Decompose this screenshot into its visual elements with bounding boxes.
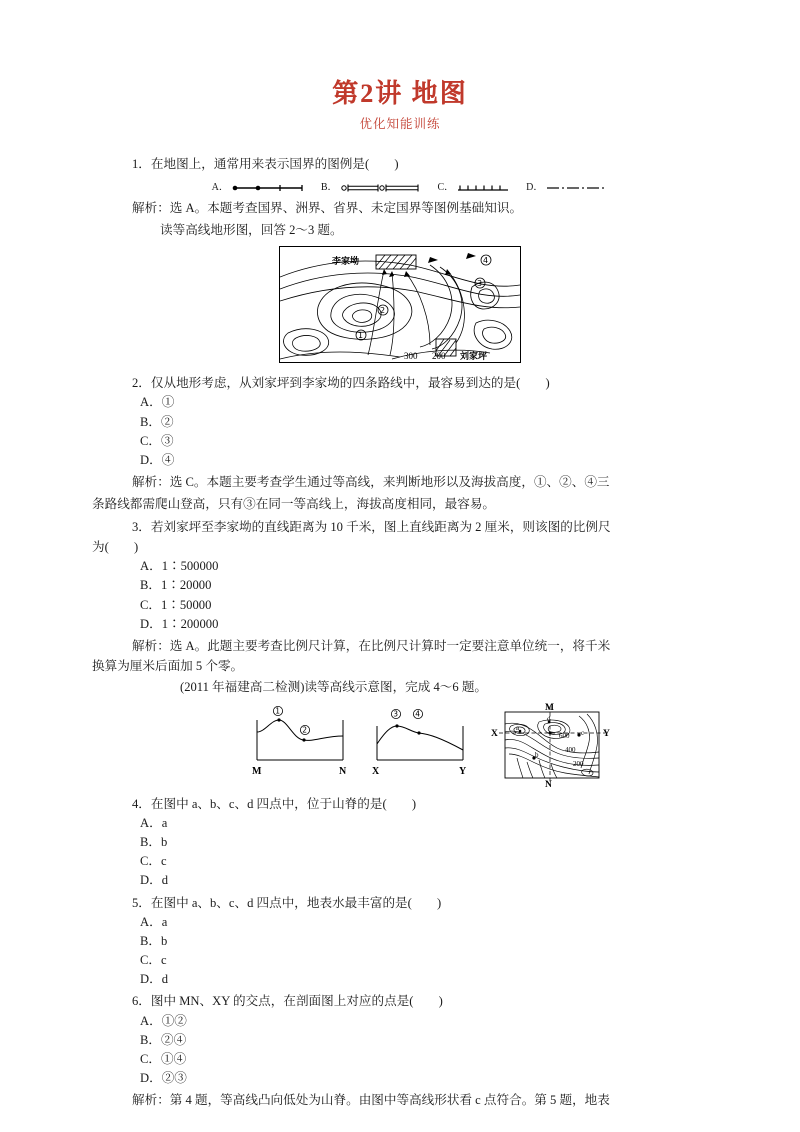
question-4-option-a[interactable]: A．a (140, 815, 168, 830)
question-6-option-c[interactable]: C．①④ (140, 1052, 187, 1067)
profile-xy-point-3: 3 (393, 709, 399, 719)
boundary-dash-dot-line-icon (546, 183, 608, 193)
profile-mn-point-2: 2 (302, 725, 308, 735)
content-body (92, 154, 682, 1110)
profile-mn-point-1: 1 (275, 706, 281, 716)
question-2-explanation-line1: 解析：选 C。本题主要考查学生通过等高线，来判断地形以及海拔高度，①、②、④三 (132, 475, 610, 489)
profile-mn-right-label: N (339, 765, 347, 777)
profile-diagram-XY (367, 702, 473, 778)
lead-in-q2-q3: 读等高线地形图，回答 2～3 题。 (160, 222, 343, 237)
contour-map-point-a: a (516, 723, 520, 732)
question-4-option-b[interactable]: B．b (140, 835, 168, 850)
question-1-explanation: 解析：选 A。本题考查国界、洲界、省界、未定国界等图例基础知识。 (132, 200, 523, 215)
boundary-tick-line-icon (457, 183, 509, 193)
contour-map-lijiaao-liujiaping (279, 246, 521, 363)
question-3-option-d[interactable]: D．1∶200000 (140, 616, 219, 631)
question-6-option-d[interactable]: D．②③ (140, 1071, 187, 1086)
figure1-route-4: 4 (483, 256, 489, 266)
question-2-option-c[interactable]: C．③ (140, 433, 174, 448)
lead-in-q4-q6: (2011 年福建高二检测)读等高线示意图，完成 4～6 题。 (180, 680, 488, 695)
contour-map-point-c: c (581, 728, 585, 737)
question-6-option-b[interactable]: B．②④ (140, 1032, 187, 1047)
question-3-option-c[interactable]: C．1∶50000 (140, 597, 212, 612)
question-2-option-d[interactable]: D．④ (140, 452, 175, 467)
question-4-option-c[interactable]: C．c (140, 854, 167, 869)
profile-diagram-MN (247, 702, 353, 778)
question-5-option-d[interactable]: D．d (140, 972, 168, 987)
figure1-route-2: 2 (380, 306, 386, 316)
profile-xy-right-label: Y (459, 765, 467, 777)
question-4-option-d[interactable]: D．d (140, 873, 168, 888)
question-5-option-c[interactable]: C．c (140, 953, 167, 968)
title-block (0, 78, 800, 132)
contour-map-abcd (487, 702, 613, 788)
contour-map-label-N: N (545, 779, 552, 788)
contour-map-label-Y: Y (603, 728, 610, 739)
question-3-option-a[interactable]: A．1∶500000 (140, 559, 219, 574)
question-3-option-b[interactable]: B．1∶20000 (140, 578, 212, 593)
figure1-label-lijiaao: 李家坳 (332, 256, 360, 267)
contour-map-point-d: d (547, 714, 551, 723)
question-5-option-b[interactable]: B．b (140, 934, 168, 949)
question-1-stem: 1．在地图上，通常用来表示国界的图例是( ) (132, 157, 399, 172)
boundary-dot-dash-line-icon (232, 183, 304, 193)
question-6-option-a[interactable]: A．①② (140, 1013, 187, 1028)
question-3-explanation-line1: 解析：选 A。此题主要考查比例尺计算，在比例尺计算时一定要注意单位统一，将千米 (132, 638, 611, 653)
question-6-explanation-line1: 解析：第 4 题，等高线凸向低处为山脊。由图中等高线形状看 c 点符合。第 5 题，地表 (132, 1093, 610, 1108)
legend-option-a[interactable] (212, 180, 304, 196)
question-5-stem: 5．在图中 a、b、c、d 四点中，地表水最丰富的是( ) (132, 895, 442, 910)
figure-1-wrapper (118, 246, 682, 363)
question-2-stem: 2．仅从地形考虑，从刘家坪到李家坳的四条路线中，最容易到达的是( ) (132, 376, 550, 391)
contour-elevation-600: 600 (559, 731, 570, 740)
legend-option-b[interactable] (321, 180, 421, 196)
question-5-option-a[interactable]: A．a (140, 914, 168, 929)
question-2-explanation-line2: 条路线都需爬山登高，只有③在同一等高线上，海拔高度相同，最容易。 (92, 497, 495, 512)
legend-option-c-label: C． (437, 181, 455, 193)
figure1-label-liujiaping: 刘家坪 (460, 351, 488, 362)
boundary-double-line-circle-icon (341, 183, 421, 193)
question-2-option-b[interactable]: B．② (140, 414, 174, 429)
figure1-label-contour-200: 200 (432, 351, 446, 362)
profile-xy-point-4: 4 (415, 709, 421, 719)
contour-map-label-X: X (491, 728, 498, 739)
legend-option-a-label: A． (211, 181, 229, 193)
legend-option-c[interactable] (438, 180, 510, 196)
legend-option-d-label: D． (526, 181, 544, 193)
figure1-route-1: 1 (358, 331, 364, 341)
question-2-option-a[interactable]: A．① (140, 395, 175, 410)
question-3-stem-line2: 为( ) (92, 539, 139, 554)
profile-mn-left-label: M (252, 765, 262, 777)
legend-option-d[interactable] (526, 180, 608, 196)
figure-2-wrapper (118, 702, 682, 788)
contour-map-point-b: b (535, 750, 539, 759)
contour-map-label-M: M (545, 702, 554, 713)
page-subtitle: 优化知能训练 (359, 117, 441, 132)
question-6-stem: 6．图中 MN、XY 的交点，在剖面图上对应的点是( ) (132, 994, 443, 1009)
contour-elevation-400: 400 (565, 745, 576, 754)
contour-elevation-200: 200 (573, 759, 584, 768)
question-4-stem: 4．在图中 a、b、c、d 四点中，位于山脊的是( ) (132, 796, 417, 811)
page-title: 第2讲 地图 (0, 78, 800, 109)
profile-xy-left-label: X (372, 765, 380, 777)
figure1-label-contour-300: 300 (404, 351, 418, 362)
question-3-explanation-line2: 换算为厘米后面加 5 个零。 (92, 659, 244, 674)
legend-option-b-label: B． (320, 181, 338, 193)
question-3-stem-line1: 3．若刘家坪至李家坳的直线距离为 10 千米，图上直线距离为 2 厘米，则该图的比例尺 (132, 519, 611, 534)
question-1-legend-options (118, 180, 682, 196)
figure1-route-3: 3 (477, 279, 483, 289)
